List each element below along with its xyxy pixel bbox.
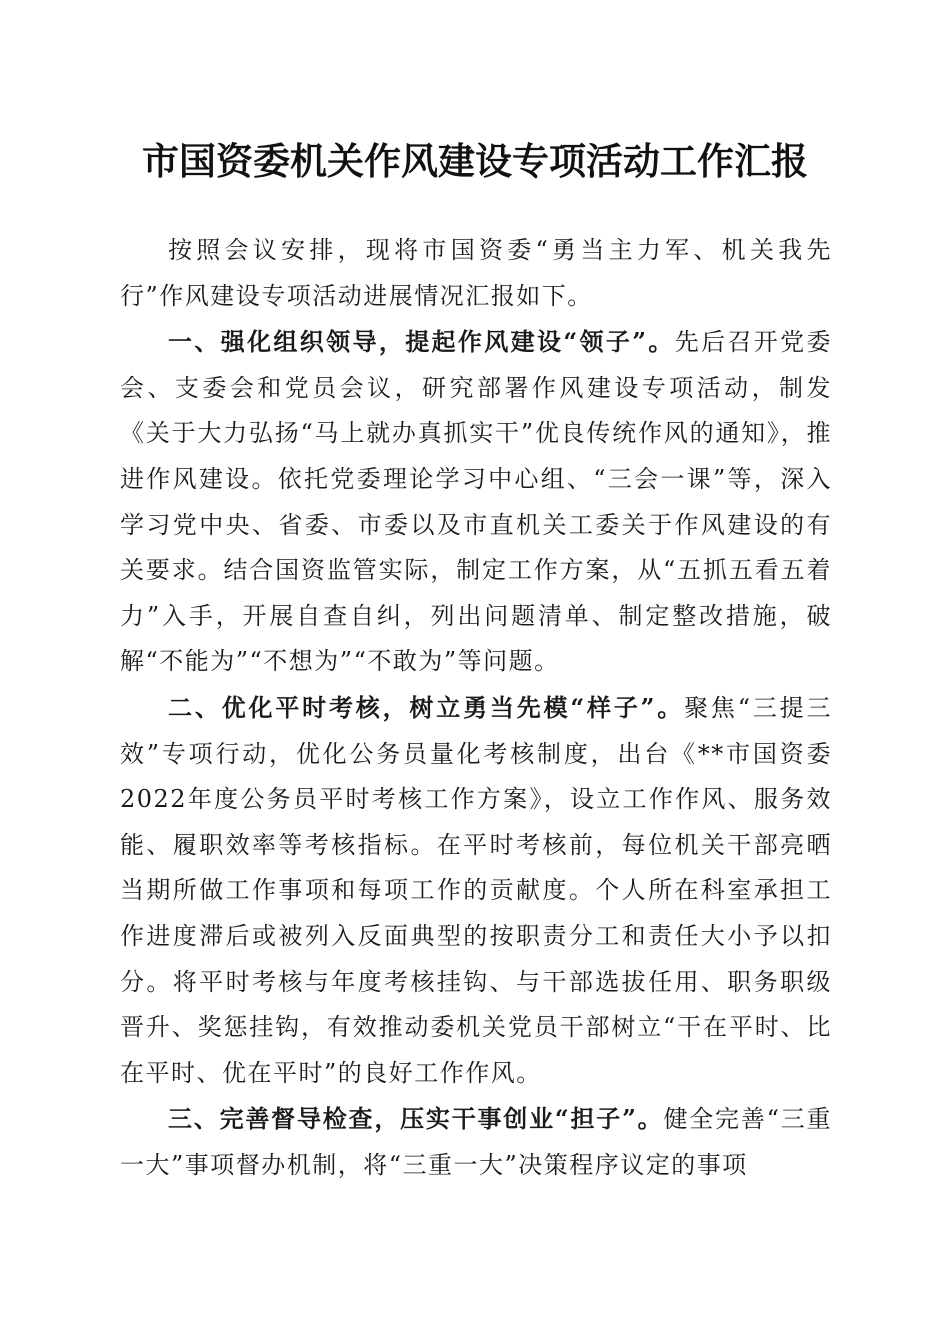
section-1-heading: 一、强化组织领导，提起作风建设“领子”。 <box>168 327 675 357</box>
section-3-heading: 三、完善督导检查，压实干事创业“担子”。 <box>168 1104 664 1134</box>
section-3-text: 健全完善“三重一大”事项督办机制，将“三重一大”决策程序议定的事项 <box>120 1105 832 1179</box>
document-title: 市国资委机关作风建设专项活动工作汇报 <box>142 139 808 183</box>
document-body <box>120 228 832 1188</box>
section-1-paragraph <box>120 319 832 685</box>
section-1-text: 先后召开党委会、支委会和党员会议，研究部署作风建设专项活动，制发《关于大力弘扬“马上就办真抓实干”优良传统作风的通知》，推进作风建设。依托党委理论学习中心组、“三会一课”等，深入学习党中央、省委、市委以及市直机关工委关于作风建设的有关要求。结合国资监管实际，制定工作方案，从“五抓五看五着力”入手，开展自查自纠，列出问题清单、制定整改措施，破解“不能为”“不想为”“不敢为”等问题。 <box>120 328 833 676</box>
intro-paragraph: 按照会议安排，现将市国资委“勇当主力军、机关我先行”作风建设专项活动进展情况汇报如下。 <box>120 236 832 310</box>
section-3-paragraph <box>120 1096 832 1188</box>
section-2-heading: 二、优化平时考核，树立勇当先模“样子”。 <box>168 692 685 722</box>
section-2-text: 聚焦“三提三效”专项行动，优化公务员量化考核制度，出台《**市国资委2022年度公务员平时考核工作方案》，设立工作作风、服务效能、履职效率等考核指标。在平时考核前，每位机关干部亮晒当期所做工作事项和每项工作的贡献度。个人所在科室承担工作进度滞后或被列入反面典型的按职责分工和责任大小予以扣分。将平时考核与年度考核挂钩、与干部选拔任用、职务职级晋升、奖惩挂钩，有效推动委机关党员干部树立“干在平时、比在平时、优在平时”的良好工作作风。 <box>120 693 833 1087</box>
section-2-paragraph <box>120 685 832 1096</box>
